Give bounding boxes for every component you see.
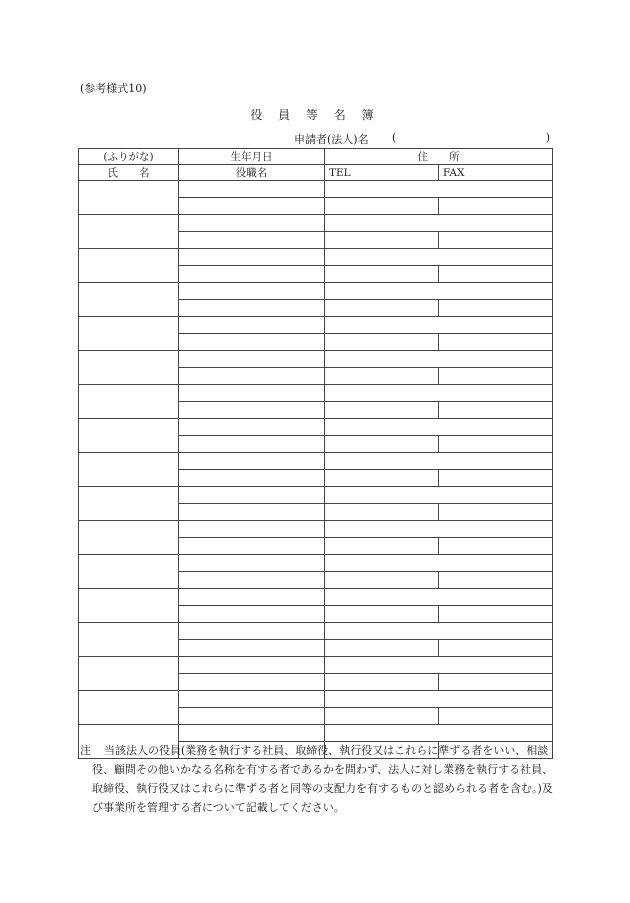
entry-row-upper xyxy=(79,453,553,470)
address-cell[interactable] xyxy=(325,589,553,606)
tel-cell[interactable] xyxy=(325,674,439,691)
tel-cell[interactable] xyxy=(325,708,439,725)
name-cell[interactable] xyxy=(79,385,179,419)
header-fax: FAX xyxy=(439,165,553,181)
fax-cell[interactable] xyxy=(439,640,553,657)
tel-cell[interactable] xyxy=(325,334,439,351)
address-cell[interactable] xyxy=(325,725,553,742)
position-cell[interactable] xyxy=(179,334,325,351)
tel-cell[interactable] xyxy=(325,470,439,487)
footnote-mark: 注 xyxy=(80,744,91,757)
header-position: 役職名 xyxy=(179,165,325,181)
footnote-text: 当該法人の役員(業務を執行する社員、取締役、執行役又はこれらに準ずる者をいい、相談役、顧問その他いかなる名称を有する者であるかを問わず、法人に対し業務を執行する社員、取締役、執行役又はこれらに準ずる者と同等の支配力を有するものと認められる者を含む。)及び事業所を管理する者について記載してください。 xyxy=(92,744,554,814)
applicant-close-paren: ) xyxy=(545,131,550,144)
address-cell[interactable] xyxy=(325,623,553,640)
entry-row-upper xyxy=(79,657,553,674)
entry-row-upper xyxy=(79,283,553,300)
entry-row-upper xyxy=(79,589,553,606)
name-cell[interactable] xyxy=(79,555,179,589)
birth-date-cell[interactable] xyxy=(179,487,325,504)
address-cell[interactable] xyxy=(325,691,553,708)
tel-cell[interactable] xyxy=(325,402,439,419)
birth-date-cell[interactable] xyxy=(179,521,325,538)
position-cell[interactable] xyxy=(179,538,325,555)
birth-date-cell[interactable] xyxy=(179,419,325,436)
position-cell[interactable] xyxy=(179,402,325,419)
name-cell[interactable] xyxy=(79,521,179,555)
fax-cell[interactable] xyxy=(439,368,553,385)
name-cell[interactable] xyxy=(79,351,179,385)
birth-date-cell[interactable] xyxy=(179,725,325,742)
document-title: 役 員 等 名 簿 xyxy=(250,108,380,122)
fax-cell[interactable] xyxy=(439,334,553,351)
fax-cell[interactable] xyxy=(439,232,553,249)
position-cell[interactable] xyxy=(179,708,325,725)
name-cell[interactable] xyxy=(79,317,179,351)
name-cell[interactable] xyxy=(79,283,179,317)
fax-cell[interactable] xyxy=(439,436,553,453)
entry-row-upper xyxy=(79,419,553,436)
entry-row-upper xyxy=(79,351,553,368)
birth-date-cell[interactable] xyxy=(179,181,325,198)
entry-row-upper xyxy=(79,623,553,640)
position-cell[interactable] xyxy=(179,232,325,249)
birth-date-cell[interactable] xyxy=(179,657,325,674)
birth-date-cell[interactable] xyxy=(179,589,325,606)
address-cell[interactable] xyxy=(325,657,553,674)
entry-row-upper xyxy=(79,181,553,198)
entry-row-upper xyxy=(79,691,553,708)
address-cell[interactable] xyxy=(325,181,553,198)
entry-row-upper xyxy=(79,215,553,232)
officer-roster-table xyxy=(78,148,553,759)
entry-row-upper xyxy=(79,555,553,572)
entry-row-upper xyxy=(79,249,553,266)
applicant-label: 申請者(法人)名 xyxy=(294,133,369,146)
position-cell[interactable] xyxy=(179,640,325,657)
header-row-2 xyxy=(79,165,553,181)
position-cell[interactable] xyxy=(179,436,325,453)
address-cell[interactable] xyxy=(325,487,553,504)
fax-cell[interactable] xyxy=(439,504,553,521)
name-cell[interactable] xyxy=(79,589,179,623)
tel-cell[interactable] xyxy=(325,368,439,385)
fax-cell[interactable] xyxy=(439,470,553,487)
reference-form-label: (参考様式10) xyxy=(80,82,147,95)
entry-row-upper xyxy=(79,521,553,538)
address-cell[interactable] xyxy=(325,419,553,436)
applicant-open-paren: ( xyxy=(392,131,397,144)
header-row-1 xyxy=(79,149,553,165)
address-cell[interactable] xyxy=(325,283,553,300)
position-cell[interactable] xyxy=(179,368,325,385)
tel-cell[interactable] xyxy=(325,300,439,317)
birth-date-cell[interactable] xyxy=(179,453,325,470)
header-address: 住 所 xyxy=(325,149,553,165)
position-cell[interactable] xyxy=(179,300,325,317)
position-cell[interactable] xyxy=(179,606,325,623)
name-cell[interactable] xyxy=(79,215,179,249)
fax-cell[interactable] xyxy=(439,572,553,589)
birth-date-cell[interactable] xyxy=(179,283,325,300)
address-cell[interactable] xyxy=(325,385,553,402)
name-cell[interactable] xyxy=(79,657,179,691)
name-cell[interactable] xyxy=(79,453,179,487)
entry-row-upper xyxy=(79,725,553,742)
address-cell[interactable] xyxy=(325,555,553,572)
address-cell[interactable] xyxy=(325,351,553,368)
fax-cell[interactable] xyxy=(439,402,553,419)
address-cell[interactable] xyxy=(325,249,553,266)
fax-cell[interactable] xyxy=(439,606,553,623)
name-cell[interactable] xyxy=(79,487,179,521)
tel-cell[interactable] xyxy=(325,504,439,521)
fax-cell[interactable] xyxy=(439,538,553,555)
roster-body xyxy=(79,149,553,759)
fax-cell[interactable] xyxy=(439,300,553,317)
birth-date-cell[interactable] xyxy=(179,623,325,640)
name-cell[interactable] xyxy=(79,419,179,453)
fax-cell[interactable] xyxy=(439,674,553,691)
tel-cell[interactable] xyxy=(325,640,439,657)
address-cell[interactable] xyxy=(325,521,553,538)
header-furigana: (ふりがな) xyxy=(79,149,179,165)
tel-cell[interactable] xyxy=(325,232,439,249)
tel-cell[interactable] xyxy=(325,266,439,283)
name-cell[interactable] xyxy=(79,623,179,657)
applicant-name-line xyxy=(294,131,552,147)
header-tel: TEL xyxy=(325,165,439,181)
birth-date-cell[interactable] xyxy=(179,317,325,334)
fax-cell[interactable] xyxy=(439,198,553,215)
address-cell[interactable] xyxy=(325,317,553,334)
fax-cell[interactable] xyxy=(439,708,553,725)
birth-date-cell[interactable] xyxy=(179,351,325,368)
birth-date-cell[interactable] xyxy=(179,385,325,402)
tel-cell[interactable] xyxy=(325,572,439,589)
entry-row-upper xyxy=(79,385,553,402)
header-name: 氏 名 xyxy=(79,165,179,181)
entry-row-upper xyxy=(79,487,553,504)
position-cell[interactable] xyxy=(179,674,325,691)
tel-cell[interactable] xyxy=(325,606,439,623)
birth-date-cell[interactable] xyxy=(179,215,325,232)
position-cell[interactable] xyxy=(179,470,325,487)
position-cell[interactable] xyxy=(179,504,325,521)
position-cell[interactable] xyxy=(179,198,325,215)
birth-date-cell[interactable] xyxy=(179,555,325,572)
address-cell[interactable] xyxy=(325,453,553,470)
position-cell[interactable] xyxy=(179,572,325,589)
fax-cell[interactable] xyxy=(439,266,553,283)
entry-row-upper xyxy=(79,317,553,334)
tel-cell[interactable] xyxy=(325,538,439,555)
tel-cell[interactable] xyxy=(325,198,439,215)
address-cell[interactable] xyxy=(325,215,553,232)
birth-date-cell[interactable] xyxy=(179,249,325,266)
tel-cell[interactable] xyxy=(325,436,439,453)
name-cell[interactable] xyxy=(79,691,179,725)
name-cell[interactable] xyxy=(79,249,179,283)
position-cell[interactable] xyxy=(179,266,325,283)
header-birth-date: 生年月日 xyxy=(179,149,325,165)
name-cell[interactable] xyxy=(79,181,179,215)
footnote xyxy=(80,741,560,817)
birth-date-cell[interactable] xyxy=(179,691,325,708)
